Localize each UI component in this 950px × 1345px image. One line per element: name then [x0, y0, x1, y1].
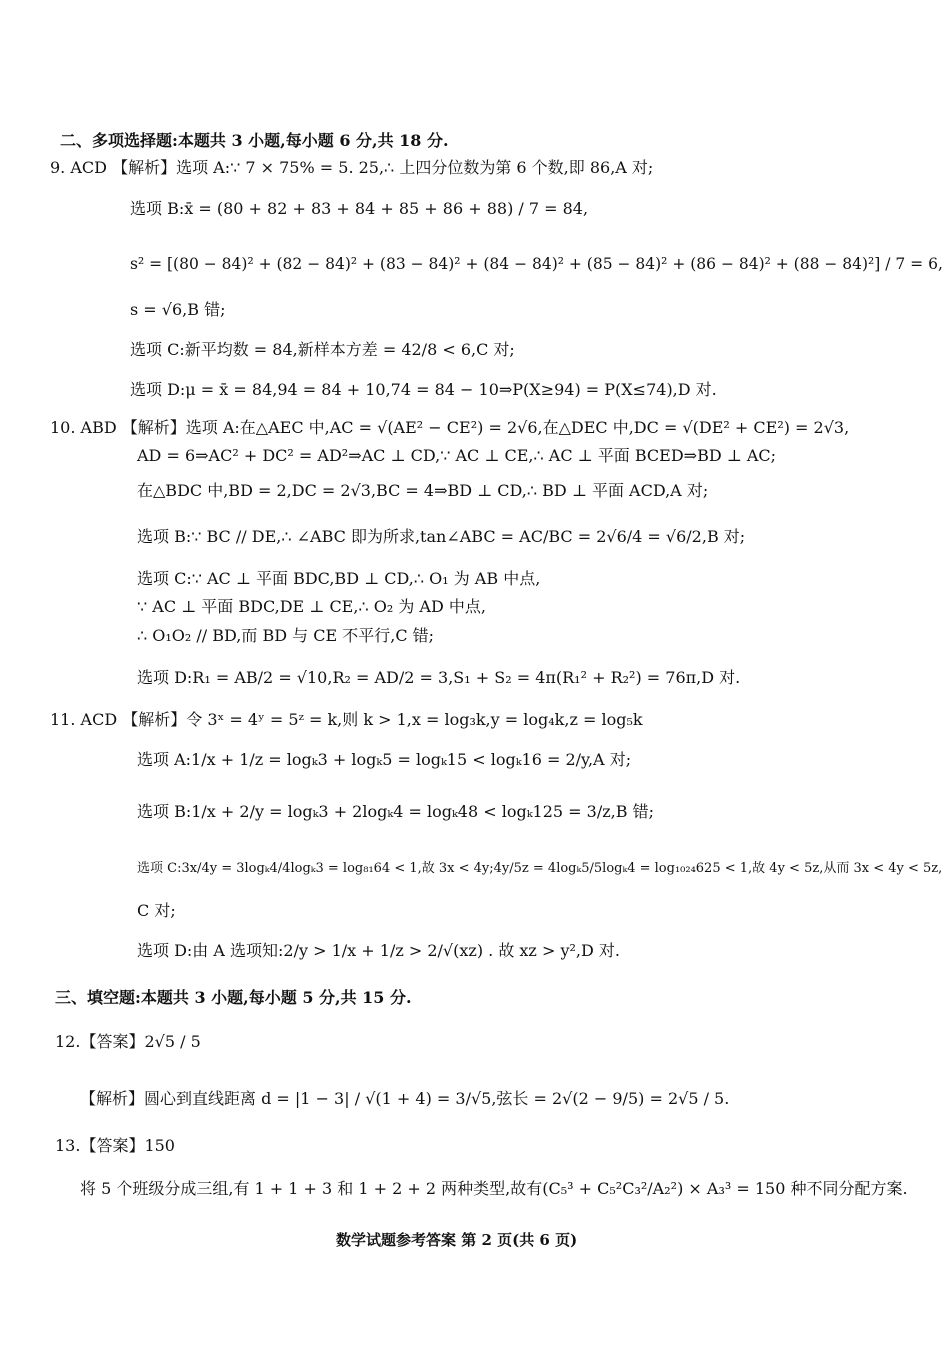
q13-answer: 13.【答案】150 [55, 1136, 175, 1155]
q12-answer: 12.【答案】2√5 / 5 [55, 1032, 201, 1051]
q11-line3: 选项 B:1/x + 2/y = logₖ3 + 2logₖ4 = logₖ48 < logₖ125 = 3/z,B 错; [137, 802, 654, 821]
q11-line5: C 对; [137, 901, 176, 920]
q10-line3: 在△BDC 中,BD = 2,DC = 2√3,BC = 4⇒BD ⊥ CD,∴ BD ⊥ 平面 ACD,A 对; [137, 481, 709, 500]
section2-heading: 二、多项选择题:本题共 3 小题,每小题 6 分,共 18 分. [60, 131, 449, 150]
page-footer: 数学试题参考答案 第 2 页(共 6 页) [336, 1231, 578, 1249]
q10-line7: ∴ O₁O₂ // BD,而 BD 与 CE 不平行,C 错; [137, 626, 435, 645]
q9-line2: 选项 B:x̄ = (80 + 82 + 83 + 84 + 85 + 86 + 88) / 7 = 84, [130, 199, 589, 218]
q9-line1: 9. ACD 【解析】选项 A:∵ 7 × 75% = 5. 25,∴ 上四分位数为第 6 个数,即 86,A 对; [50, 158, 654, 177]
q12-analysis: 【解析】圆心到直线距离 d = |1 − 3| / √(1 + 4) = 3/√5,弦长 = 2√(2 − 9/5) = 2√5 / 5. [80, 1089, 730, 1108]
q10-line6: ∵ AC ⊥ 平面 BDC,DE ⊥ CE,∴ O₂ 为 AD 中点, [137, 597, 486, 616]
q9-line3: s² = [(80 − 84)² + (82 − 84)² + (83 − 84)² + (84 − 84)² + (85 − 84)² + (86 − 84)² + (88 − 84)²] / 7 = 6, [130, 255, 943, 273]
q10-line8: 选项 D:R₁ = AB/2 = √10,R₂ = AD/2 = 3,S₁ + S₂ = 4π(R₁² + R₂²) = 76π,D 对. [137, 668, 741, 687]
section3-heading: 三、填空题:本题共 3 小题,每小题 5 分,共 15 分. [55, 988, 412, 1007]
q10-line4: 选项 B:∵ BC // DE,∴ ∠ABC 即为所求,tan∠ABC = AC/BC = 2√6/4 = √6/2,B 对; [137, 527, 746, 546]
q11-line2: 选项 A:1/x + 1/z = logₖ3 + logₖ5 = logₖ15 < logₖ16 = 2/y,A 对; [137, 750, 632, 769]
q13-analysis: 将 5 个班级分成三组,有 1 + 1 + 3 和 1 + 2 + 2 两种类型,故有(C₅³ + C₅²C₃²/A₂²) × A₃³ = 150 种不同分配方案. [80, 1179, 908, 1198]
q10-line5: 选项 C:∵ AC ⊥ 平面 BDC,BD ⊥ CD,∴ O₁ 为 AB 中点, [137, 569, 541, 588]
q10-line2: AD = 6⇒AC² + DC² = AD²⇒AC ⊥ CD,∵ AC ⊥ CE,∴ AC ⊥ 平面 BCED⇒BD ⊥ AC; [137, 446, 777, 465]
q10-line1: 10. ABD 【解析】选项 A:在△AEC 中,AC = √(AE² − CE²) = 2√6,在△DEC 中,DC = √(DE² + CE²) = 2√3, [50, 418, 850, 437]
q11-line6: 选项 D:由 A 选项知:2/y > 1/x + 1/z > 2/√(xz) . 故 xz > y²,D 对. [137, 941, 620, 960]
q9-line6: 选项 D:μ = x̄ = 84,94 = 84 + 10,74 = 84 − 10⇒P(X≥94) = P(X≤74),D 对. [130, 380, 717, 399]
q11-line4: 选项 C:3x/4y = 3logₖ4/4logₖ3 = log₈₁64 < 1,故 3x < 4y;4y/5z = 4logₖ5/5logₖ4 = log₁₀₂₄625 < 1,故 4y < 5z,从而 3x < 4y < 5z, [137, 861, 943, 876]
q9-line4: s = √6,B 错; [130, 300, 226, 319]
q9-line5: 选项 C:新平均数 = 84,新样本方差 = 42/8 < 6,C 对; [130, 340, 515, 359]
q11-line1: 11. ACD 【解析】令 3ˣ = 4ʸ = 5ᶻ = k,则 k > 1,x = log₃k,y = log₄k,z = log₅k [50, 710, 643, 729]
